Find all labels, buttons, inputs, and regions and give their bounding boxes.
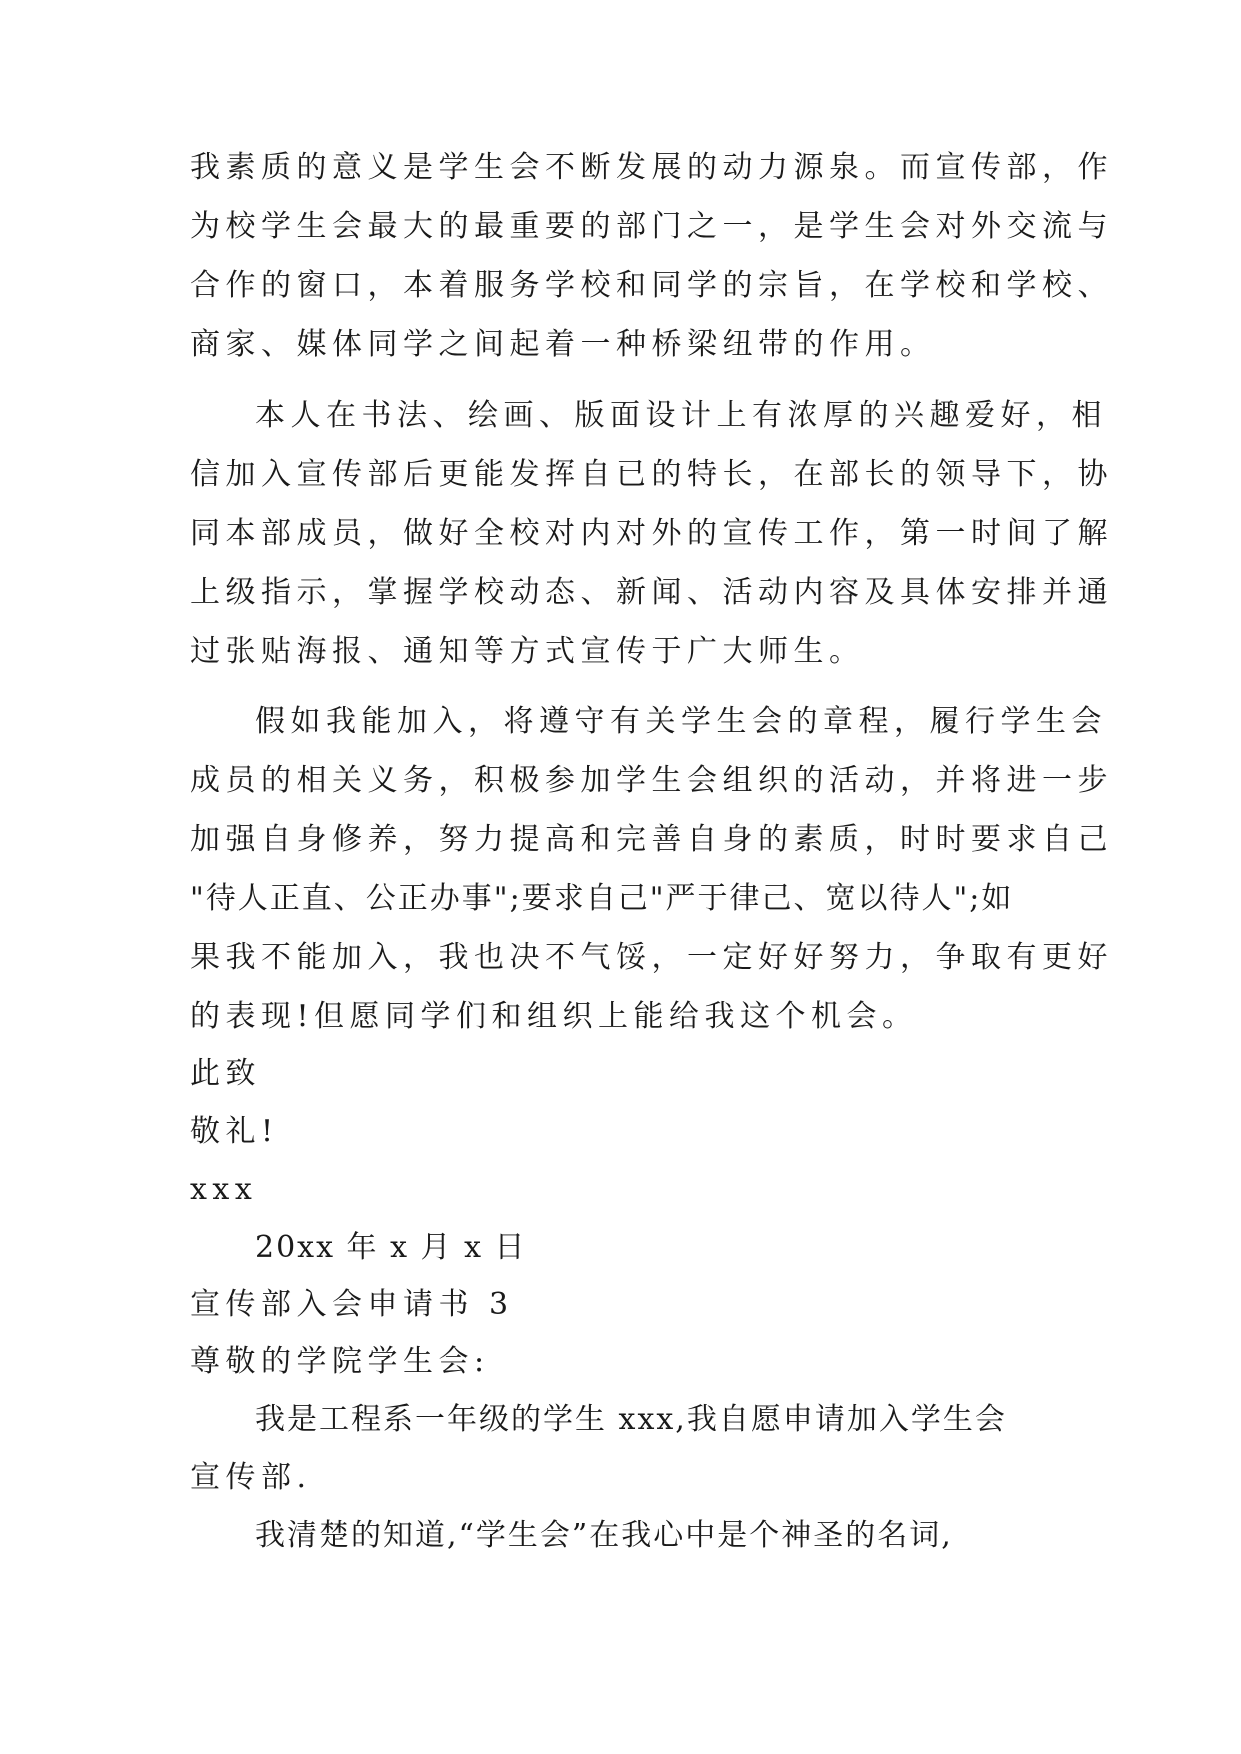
- text-line: 为校学生会最大的最重要的部门之一，是学生会对外交流与: [190, 209, 1113, 244]
- text-line: 合作的窗口，本着服务学校和同学的宗旨，在学校和学校、: [190, 268, 1113, 303]
- text-line: 过张贴海报、通知等方式宣传于广大师生。: [190, 634, 865, 669]
- text-line: 同本部成员，做好全校对内对外的宣传工作，第一时间了解: [190, 516, 1113, 551]
- text-line: 成员的相关义务，积极参加学生会组织的活动，并将进一步: [190, 763, 1113, 798]
- closing-salutation: 此致: [190, 1056, 261, 1091]
- text-line: 信加入宣传部后更能发挥自已的特长，在部长的领导下，协: [190, 457, 1113, 492]
- signature-date: 20xx 年 x 月 x 日: [255, 1230, 527, 1265]
- paragraph-first-line: 我清楚的知道,“学生会”在我心中是个神圣的名词,: [255, 1518, 953, 1553]
- paragraph-first-line: 假如我能加入，将遵守有关学生会的章程，履行学生会: [255, 704, 1107, 739]
- text-line: 商家、媒体同学之间起着一种桥梁纽带的作用。: [190, 327, 936, 362]
- paragraph-first-line: 本人在书法、绘画、版面设计上有浓厚的兴趣爱好，相: [255, 398, 1107, 433]
- text-line: 上级指示，掌握学校动态、新闻、活动内容及具体安排并通: [190, 575, 1113, 610]
- signature-name: xxx: [190, 1172, 258, 1207]
- text-line: 的表现!但愿同学们和组织上能给我这个机会。: [190, 999, 918, 1034]
- paragraph-first-line: 我是工程系一年级的学生 xxx,我自愿申请加入学生会: [255, 1402, 1007, 1437]
- text-line: "待人正直、公正办事";要求自己"严于律己、宽以待人";如: [190, 881, 1014, 916]
- text-line: 加强自身修养，努力提高和完善自身的素质，时时要求自己: [190, 822, 1113, 857]
- letter-greeting: 尊敬的学院学生会:: [190, 1344, 490, 1379]
- closing-regards: 敬礼!: [190, 1114, 279, 1149]
- text-line: 宣传部.: [190, 1460, 312, 1495]
- section-title: 宣传部入会申请书 3: [190, 1287, 514, 1322]
- text-line: 我素质的意义是学生会不断发展的动力源泉。而宣传部，作: [190, 150, 1113, 185]
- text-line: 果我不能加入，我也决不气馁，一定好好努力，争取有更好: [190, 940, 1113, 975]
